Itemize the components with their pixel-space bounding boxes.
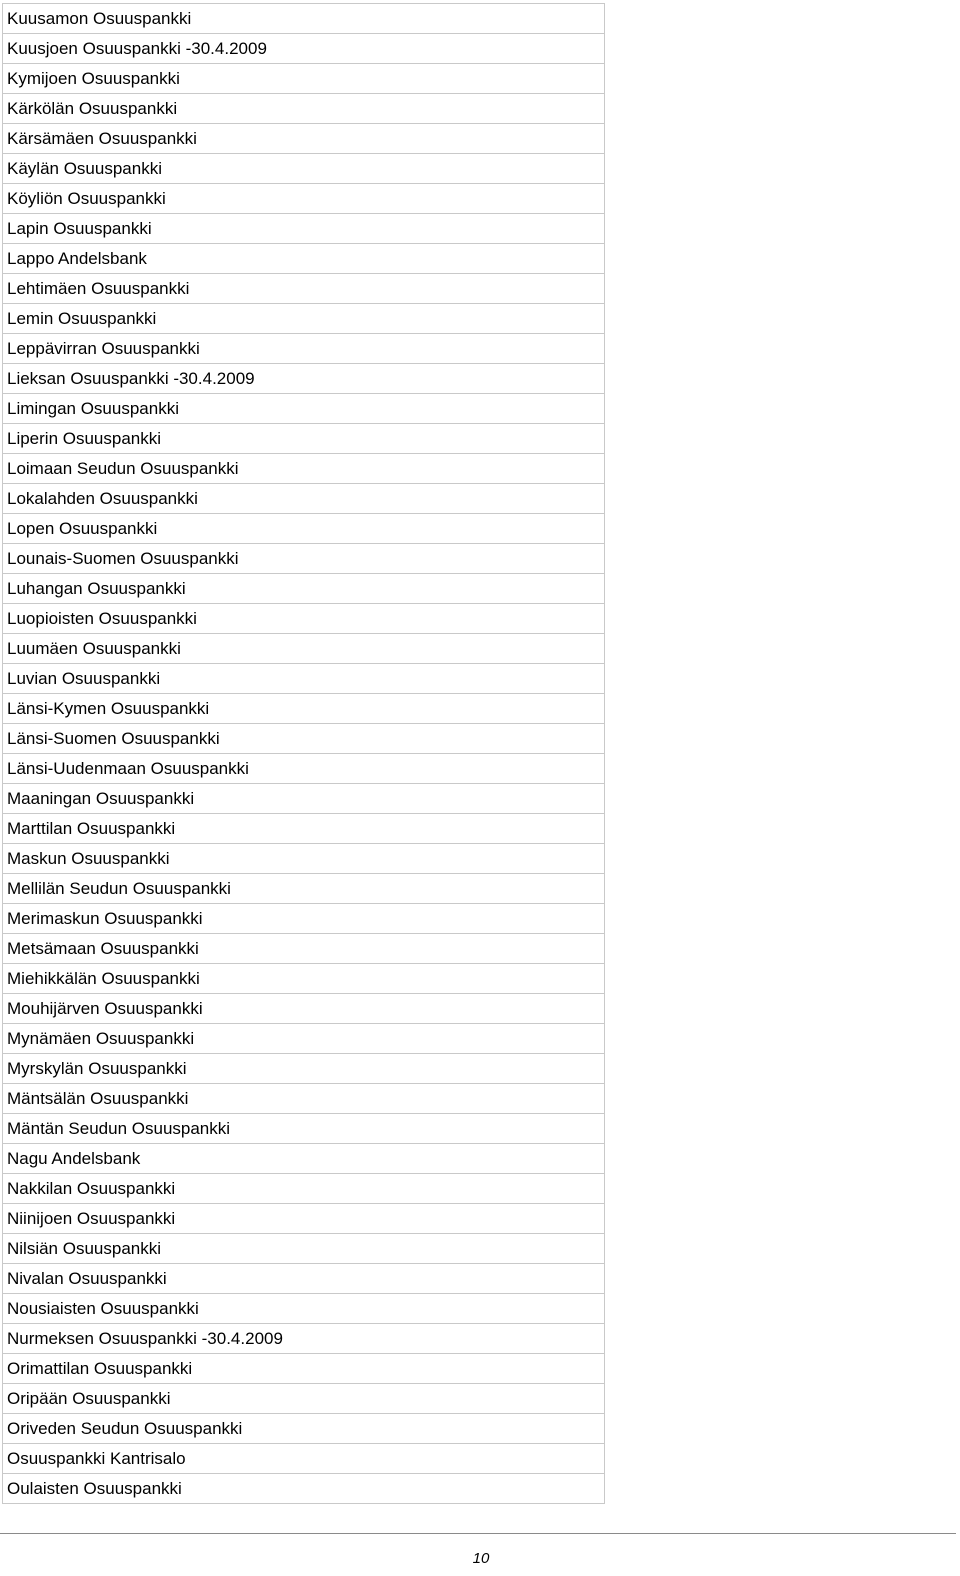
bank-name-cell: Limingan Osuuspankki xyxy=(3,394,605,424)
table-row xyxy=(3,664,605,694)
table-row xyxy=(3,184,605,214)
table-row xyxy=(3,754,605,784)
bank-name-cell: Lounais-Suomen Osuuspankki xyxy=(3,544,605,574)
table-row xyxy=(3,784,605,814)
bank-name-cell: Nivalan Osuuspankki xyxy=(3,1264,605,1294)
bank-name-cell: Nilsiän Osuuspankki xyxy=(3,1234,605,1264)
table-row xyxy=(3,34,605,64)
table-row xyxy=(3,4,605,34)
table-row xyxy=(3,874,605,904)
bank-name-cell: Kärkölän Osuuspankki xyxy=(3,94,605,124)
bank-name-cell: Oulaisten Osuuspankki xyxy=(3,1474,605,1504)
table-row xyxy=(3,154,605,184)
bank-name-cell: Luhangan Osuuspankki xyxy=(3,574,605,604)
bank-name-cell: Oriveden Seudun Osuuspankki xyxy=(3,1414,605,1444)
bank-name-cell: Oripään Osuuspankki xyxy=(3,1384,605,1414)
table-row xyxy=(3,964,605,994)
bank-name-cell: Mynämäen Osuuspankki xyxy=(3,1024,605,1054)
bank-name-cell: Nurmeksen Osuuspankki -30.4.2009 xyxy=(3,1324,605,1354)
table-row xyxy=(3,574,605,604)
bank-name-cell: Leppävirran Osuuspankki xyxy=(3,334,605,364)
table-row xyxy=(3,124,605,154)
table-row xyxy=(3,904,605,934)
bank-name-cell: Kärsämäen Osuuspankki xyxy=(3,124,605,154)
table-row xyxy=(3,364,605,394)
bank-name-cell: Merimaskun Osuuspankki xyxy=(3,904,605,934)
bank-name-cell: Käylän Osuuspankki xyxy=(3,154,605,184)
table-row xyxy=(3,214,605,244)
table-row xyxy=(3,244,605,274)
bank-name-cell: Lehtimäen Osuuspankki xyxy=(3,274,605,304)
bank-name-cell: Mellilän Seudun Osuuspankki xyxy=(3,874,605,904)
bank-name-cell: Länsi-Kymen Osuuspankki xyxy=(3,694,605,724)
table-row xyxy=(3,94,605,124)
table-row xyxy=(3,394,605,424)
bank-name-cell: Nakkilan Osuuspankki xyxy=(3,1174,605,1204)
table-row xyxy=(3,1114,605,1144)
table-row xyxy=(3,454,605,484)
bank-name-cell: Maaningan Osuuspankki xyxy=(3,784,605,814)
bank-name-cell: Lemin Osuuspankki xyxy=(3,304,605,334)
table-row xyxy=(3,1444,605,1474)
table-row xyxy=(3,1354,605,1384)
table-row xyxy=(3,1204,605,1234)
table-row xyxy=(3,1294,605,1324)
table-row xyxy=(3,514,605,544)
table-row xyxy=(3,274,605,304)
table-row xyxy=(3,1474,605,1504)
bank-name-cell: Länsi-Uudenmaan Osuuspankki xyxy=(3,754,605,784)
table-row xyxy=(3,1144,605,1174)
table-row xyxy=(3,1024,605,1054)
bank-name-cell: Osuuspankki Kantrisalo xyxy=(3,1444,605,1474)
bank-name-cell: Mouhijärven Osuuspankki xyxy=(3,994,605,1024)
bank-name-cell: Orimattilan Osuuspankki xyxy=(3,1354,605,1384)
bank-name-cell: Kymijoen Osuuspankki xyxy=(3,64,605,94)
table-row xyxy=(3,1264,605,1294)
bank-name-cell: Miehikkälän Osuuspankki xyxy=(3,964,605,994)
bank-name-cell: Myrskylän Osuuspankki xyxy=(3,1054,605,1084)
table-row xyxy=(3,1234,605,1264)
bank-name-cell: Mäntsälän Osuuspankki xyxy=(3,1084,605,1114)
bank-name-cell: Kuusjoen Osuuspankki -30.4.2009 xyxy=(3,34,605,64)
bank-name-cell: Marttilan Osuuspankki xyxy=(3,814,605,844)
table-row xyxy=(3,634,605,664)
bank-name-cell: Niinijoen Osuuspankki xyxy=(3,1204,605,1234)
bank-name-cell: Lapin Osuuspankki xyxy=(3,214,605,244)
table-row xyxy=(3,1324,605,1354)
table-row xyxy=(3,484,605,514)
bank-name-cell: Köyliön Osuuspankki xyxy=(3,184,605,214)
bank-name-cell: Lopen Osuuspankki xyxy=(3,514,605,544)
bank-name-cell: Luvian Osuuspankki xyxy=(3,664,605,694)
bank-list-table xyxy=(2,3,605,1504)
bank-name-cell: Luopioisten Osuuspankki xyxy=(3,604,605,634)
footer-divider xyxy=(0,1533,956,1534)
bank-list-body xyxy=(3,4,605,1504)
table-row xyxy=(3,994,605,1024)
table-row xyxy=(3,1054,605,1084)
table-row xyxy=(3,1084,605,1114)
table-row xyxy=(3,64,605,94)
bank-name-cell: Mäntän Seudun Osuuspankki xyxy=(3,1114,605,1144)
bank-name-cell: Loimaan Seudun Osuuspankki xyxy=(3,454,605,484)
table-row xyxy=(3,1174,605,1204)
bank-name-cell: Lokalahden Osuuspankki xyxy=(3,484,605,514)
table-row xyxy=(3,304,605,334)
page-number: 10 xyxy=(472,1550,490,1567)
bank-name-cell: Nagu Andelsbank xyxy=(3,1144,605,1174)
table-row xyxy=(3,814,605,844)
table-row xyxy=(3,334,605,364)
table-row xyxy=(3,694,605,724)
bank-name-cell: Länsi-Suomen Osuuspankki xyxy=(3,724,605,754)
bank-name-cell: Liperin Osuuspankki xyxy=(3,424,605,454)
bank-name-cell: Luumäen Osuuspankki xyxy=(3,634,605,664)
table-row xyxy=(3,724,605,754)
table-row xyxy=(3,844,605,874)
bank-name-cell: Kuusamon Osuuspankki xyxy=(3,4,605,34)
table-row xyxy=(3,934,605,964)
bank-name-cell: Nousiaisten Osuuspankki xyxy=(3,1294,605,1324)
table-row xyxy=(3,1384,605,1414)
bank-name-cell: Maskun Osuuspankki xyxy=(3,844,605,874)
table-row xyxy=(3,1414,605,1444)
table-row xyxy=(3,604,605,634)
bank-name-cell: Lieksan Osuuspankki -30.4.2009 xyxy=(3,364,605,394)
bank-name-cell: Metsämaan Osuuspankki xyxy=(3,934,605,964)
bank-name-cell: Lappo Andelsbank xyxy=(3,244,605,274)
table-row xyxy=(3,544,605,574)
table-row xyxy=(3,424,605,454)
